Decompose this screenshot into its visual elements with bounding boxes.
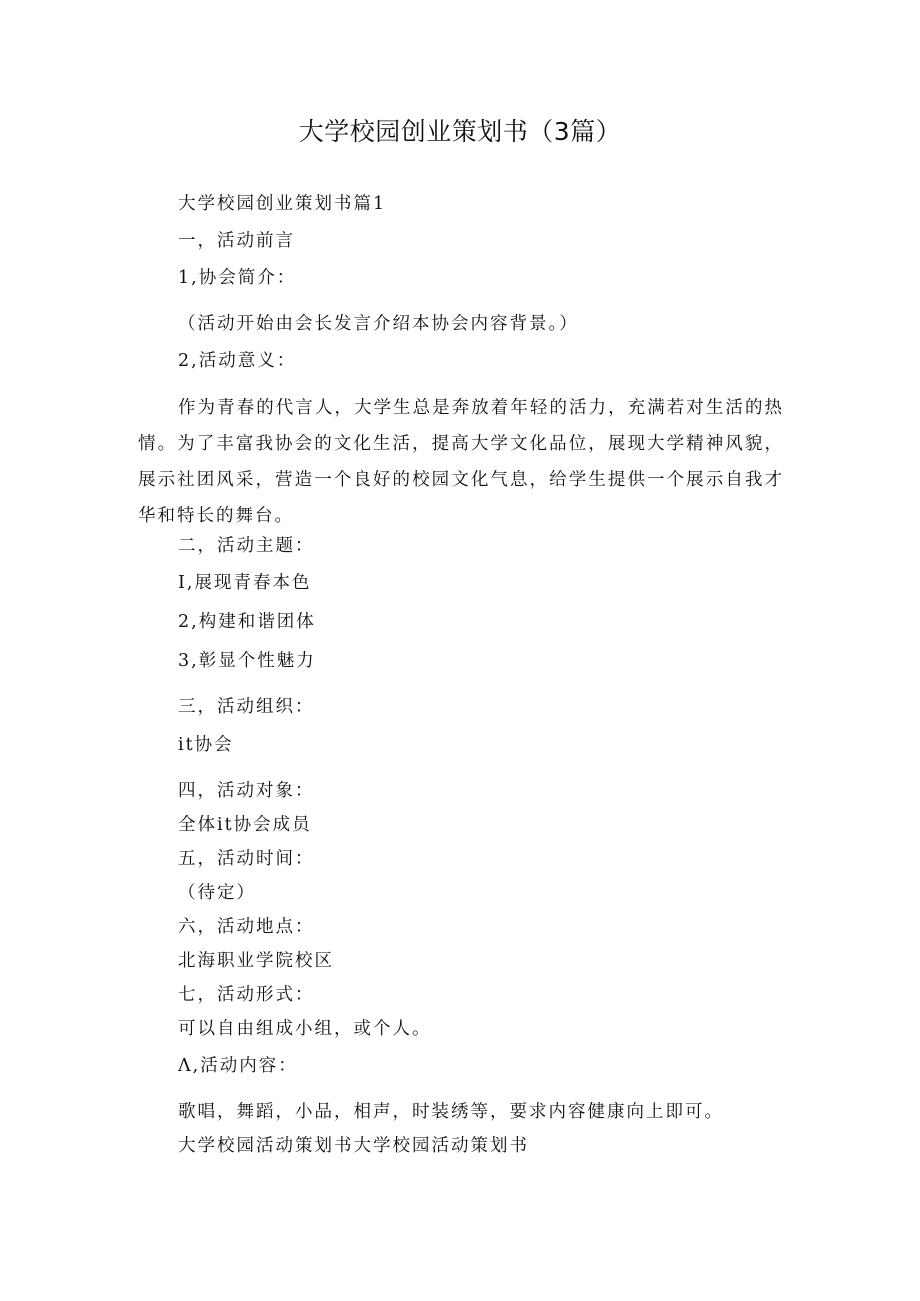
document-title: 大学校园创业策划书（3篇） (298, 117, 622, 146)
section-heading-preface: 一，活动前言 (178, 231, 295, 251)
theme-item-3: 3,彰显个性魅力 (178, 651, 316, 671)
section-heading-audience: 四，活动对象： (178, 781, 315, 801)
section-heading-form: 七，活动形式： (178, 985, 315, 1005)
item-association-intro-text: （活动开始由会长发言介绍本协会内容背景。） (178, 314, 579, 334)
section-heading-time: 五，活动时间： (178, 849, 315, 869)
significance-paragraph: 作为青春的代言人，大学生总是奔放着年轻的活力，充满若对生活的热情。为了丰富我协会的文化生活，提高大学文化品位，展现大学精神风貌，展示社团风采，营造一个良好的校园文化气息，给学生提供一个展示自我才华和特长的舞台。 (138, 398, 784, 526)
form-value: 可以自由组成小组，或个人。 (178, 1019, 432, 1039)
footer-line: 大学校园活动策划书大学校园活动策划书 (178, 1136, 529, 1156)
section-heading-theme: 二，活动主题： (178, 536, 315, 556)
location-value: 北海职业学院校区 (178, 951, 334, 971)
item-association-intro: 1,协会简介： (178, 268, 297, 288)
theme-item-1: I,展现青春本色 (178, 573, 312, 593)
article-heading: 大学校园创业策划书篇1 (178, 194, 387, 214)
item-activity-significance: 2,活动意义： (178, 351, 297, 371)
time-value: （待定） (178, 883, 256, 903)
section-heading-location: 六，活动地点： (178, 917, 315, 937)
theme-item-2: 2,构建和谐团体 (178, 612, 316, 632)
section-heading-content: Λ,活动内容： (178, 1056, 298, 1076)
content-value: 歌唱，舞蹈，小品，相声，时装绣等，要求内容健康向上即可。 (178, 1102, 724, 1122)
audience-value: 全体it协会成员 (178, 815, 312, 835)
organizer-value: it协会 (178, 735, 234, 755)
section-heading-organizer: 三，活动组织： (178, 697, 315, 717)
